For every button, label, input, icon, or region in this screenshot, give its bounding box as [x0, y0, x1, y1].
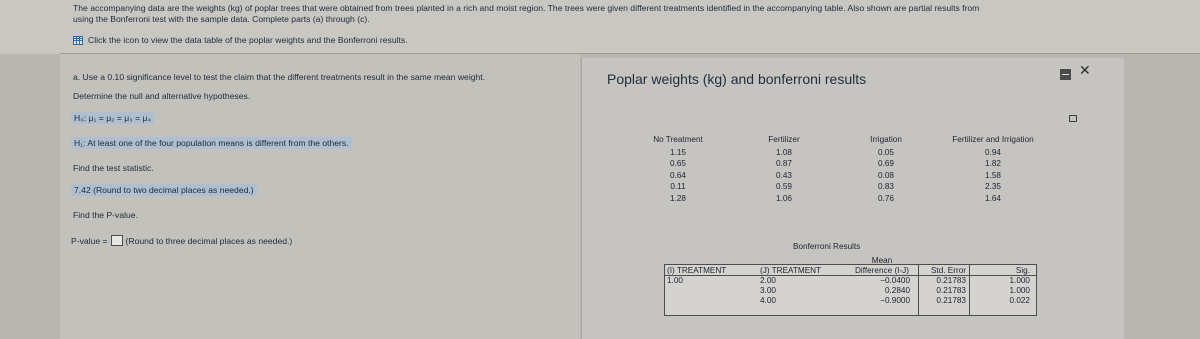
- table-cell: 0.83: [878, 182, 894, 192]
- column-fertilizer: [749, 135, 819, 204]
- data-table-icon[interactable]: [73, 36, 83, 45]
- table-cell: 0.43: [776, 170, 792, 180]
- bonferroni-table: [664, 253, 1044, 316]
- bf-cell: 1.000: [1009, 286, 1030, 295]
- intro-line-1: The accompanying data are the weights (kg) of poplar trees that were obtained from trees planted in a rich and moist region. The trees were given different treatments identified in the accompanying table. Also shown are partial results from: [73, 3, 980, 13]
- table-cell: 2.35: [985, 182, 1001, 192]
- table-cell: 0.76: [878, 193, 894, 203]
- bf-cell: 0.2840: [884, 286, 910, 295]
- null-hypothesis-answer[interactable]: H₀: μ₁ = μ₂ = μ₃ = μ₄: [71, 112, 154, 124]
- table-cell: 0.08: [878, 170, 894, 180]
- column-divider: [918, 264, 919, 316]
- bf-header: Difference (I-J): [855, 266, 909, 275]
- bf-header: (J) TREATMENT: [760, 266, 822, 275]
- table-cell: 1.58: [985, 170, 1001, 180]
- table-cell: 0.87: [776, 159, 792, 169]
- table-cell: 1.08: [776, 148, 792, 157]
- column-header: Fertilizer and Irrigation: [952, 135, 1034, 144]
- bf-col-i-treatment: [667, 266, 726, 286]
- table-cell: 0.65: [670, 159, 686, 169]
- table-cell: 0.69: [878, 159, 894, 169]
- table-cell: 1.28: [670, 193, 686, 203]
- p-value-label: P-value =: [71, 235, 108, 246]
- bf-cell: 0.21783: [936, 276, 966, 285]
- p-value-prompt: Find the P-value.: [73, 210, 138, 220]
- bf-header: Std. Error: [930, 266, 966, 275]
- p-value-input[interactable]: [111, 235, 123, 246]
- column-header: Fertilizer: [768, 135, 800, 144]
- minimize-icon[interactable]: [1060, 69, 1071, 80]
- bf-col-std-error: [922, 266, 966, 306]
- table-cell: 1.82: [985, 159, 1001, 169]
- bf-cell: 2.00: [760, 276, 776, 285]
- column-fertilizer-and-irrigation: [938, 135, 1048, 204]
- p-value-row: [71, 235, 292, 246]
- table-cell: 1.64: [985, 193, 1001, 203]
- column-divider: [969, 264, 970, 316]
- bf-cell: 4.00: [760, 296, 776, 305]
- bf-cell: −0.9000: [880, 296, 910, 305]
- instructions-header: [0, 0, 1200, 54]
- bf-col-difference: [850, 256, 914, 306]
- bf-cell: 0.21783: [936, 296, 966, 305]
- bf-header-mean: Mean: [871, 256, 893, 265]
- test-statistic-prompt: Find the test statistic.: [73, 163, 154, 173]
- table-cell: 0.94: [985, 148, 1001, 157]
- bf-cell: 1.000: [1009, 276, 1030, 285]
- table-cell: 1.15: [670, 148, 686, 157]
- column-no-treatment: [638, 135, 718, 204]
- hypotheses-prompt: Determine the null and alternative hypotheses.: [73, 91, 251, 101]
- p-value-hint: (Round to three decimal places as needed.): [125, 235, 293, 246]
- column-irrigation: [851, 135, 921, 204]
- bf-cell: −0.0400: [880, 276, 910, 285]
- data-table-link-row[interactable]: [73, 35, 408, 45]
- table-cell: 0.11: [670, 182, 686, 192]
- data-dialog: [582, 58, 1124, 339]
- bf-cell: 0.022: [1009, 296, 1030, 305]
- bf-cell: 0.21783: [936, 286, 966, 295]
- question-panel: [60, 54, 580, 339]
- data-table-link-text: Click the icon to view the data table of the poplar weights and the Bonferroni results.: [88, 35, 408, 45]
- column-header: Irrigation: [870, 135, 902, 144]
- test-statistic-answer[interactable]: 7.42 (Round to two decimal places as needed.): [71, 184, 257, 196]
- copy-icon[interactable]: [1069, 115, 1077, 122]
- column-header: No Treatment: [653, 135, 703, 144]
- table-cell: 0.05: [878, 148, 894, 157]
- dialog-title: Poplar weights (kg) and bonferroni results: [607, 71, 867, 87]
- bf-cell: 3.00: [760, 286, 776, 295]
- bf-cell: 1.00: [667, 276, 683, 285]
- problem-intro: [73, 3, 1123, 25]
- intro-line-2: using the Bonferroni test with the sample data. Complete parts (a) through (c).: [73, 14, 370, 24]
- close-icon[interactable]: ✕: [1079, 62, 1091, 78]
- alt-hypothesis-answer[interactable]: H₁: At least one of the four population means is different from the others.: [71, 137, 352, 149]
- table-cell: 1.06: [776, 193, 792, 203]
- bf-header: Sig.: [1015, 266, 1030, 275]
- part-a-text: a. Use a 0.10 significance level to test the claim that the different treatments result in the same mean weight.: [73, 72, 486, 82]
- bonferroni-caption: Bonferroni Results: [793, 242, 861, 251]
- bf-col-sig: [974, 266, 1030, 306]
- table-cell: 0.59: [776, 182, 792, 192]
- bf-header: (I) TREATMENT: [667, 266, 727, 275]
- table-cell: 0.64: [670, 170, 686, 180]
- bf-col-j-treatment: [760, 266, 821, 306]
